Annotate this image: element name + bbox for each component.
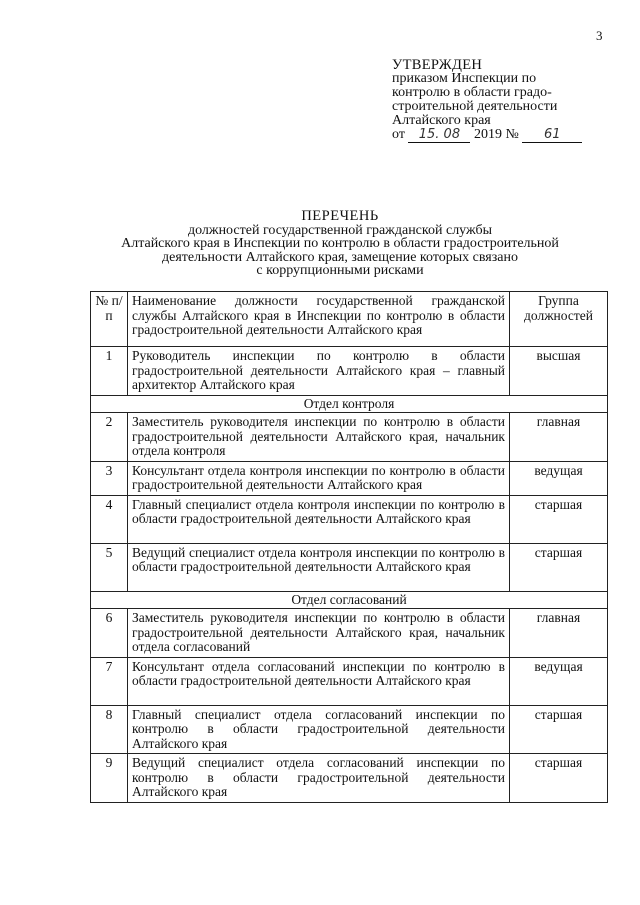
row-number: 7 [91, 657, 128, 705]
header-number: № п/п [91, 292, 128, 347]
section-title: Отдел контроля [91, 395, 608, 413]
row-position-name: Главный специалист отдела контроля инспекции по контролю в области градостроительной деятельности Алтайского края [128, 495, 510, 543]
row-position-name: Заместитель руководителя инспекции по контролю в области градостроительной деятельности Алтайского края, начальник отдела контроля [128, 413, 510, 462]
row-number: 4 [91, 495, 128, 543]
section-row [91, 395, 608, 413]
row-group: главная [510, 413, 608, 462]
title-line: Алтайского края в Инспекции по контролю в области градостроительной [121, 236, 559, 251]
header-position-name: Наименование должности государственной гражданской службы Алтайского края в Инспекции по контролю в области градостроительной деятельности Алтайского края [128, 292, 510, 347]
handwritten-order-number: 61 [522, 128, 582, 143]
row-number: 8 [91, 705, 128, 754]
approval-heading: УТВЕРЖДЕН [392, 57, 483, 73]
row-group: ведущая [510, 461, 608, 495]
title-heading: ПЕРЕЧЕНЬ [301, 208, 379, 224]
approval-year: 2019 № [473, 127, 519, 142]
section-title: Отдел согласований [91, 591, 608, 609]
table-row [91, 543, 608, 591]
table-header-row [91, 292, 608, 347]
table-row [91, 754, 608, 803]
row-position-name: Ведущий специалист отдела согласований инспекции по контролю в области градостроительной деятельности Алтайского края [128, 754, 510, 803]
approval-line: строительной деятельности [392, 99, 558, 114]
handwritten-date: 15. 08 [408, 128, 470, 143]
approval-block [392, 58, 592, 143]
row-position-name: Консультант отдела согласований инспекции по контролю в области градостроительной деятельности Алтайского края [128, 657, 510, 705]
row-group: высшая [510, 347, 608, 396]
row-position-name: Руководитель инспекции по контролю в области градостроительной деятельности Алтайского края – главный архитектор Алтайского края [128, 347, 510, 396]
row-group: ведущая [510, 657, 608, 705]
row-number: 2 [91, 413, 128, 462]
approval-date-row [392, 128, 592, 143]
row-group: главная [510, 609, 608, 658]
table-row [91, 347, 608, 396]
row-position-name: Ведущий специалист отдела контроля инспекции по контролю в области градостроительной деятельности Алтайского края [128, 543, 510, 591]
row-number: 9 [91, 754, 128, 803]
header-group: Группа должностей [510, 292, 608, 347]
approval-line: приказом Инспекции по [392, 71, 537, 86]
page-number: 3 [596, 28, 603, 43]
row-position-name: Консультант отдела контроля инспекции по контролю в области градостроительной деятельности Алтайского края [128, 461, 510, 495]
row-group: старшая [510, 495, 608, 543]
approval-line: контролю в области градо- [392, 85, 552, 100]
table-row [91, 657, 608, 705]
table-row [91, 461, 608, 495]
table-row [91, 413, 608, 462]
row-number: 5 [91, 543, 128, 591]
title-line: деятельности Алтайского края, замещение которых связано [162, 249, 518, 265]
row-number: 6 [91, 609, 128, 658]
title-line: с коррупционными рисками [256, 263, 424, 278]
table-row [91, 705, 608, 754]
document-title [90, 210, 590, 278]
approval-line: Алтайского края [392, 113, 491, 128]
section-row [91, 591, 608, 609]
row-position-name: Заместитель руководителя инспекции по контролю в области градостроительной деятельности Алтайского края, начальник отдела согласований [128, 609, 510, 658]
table-row [91, 495, 608, 543]
date-prefix: от [392, 127, 405, 142]
row-group: старшая [510, 754, 608, 803]
row-number: 3 [91, 461, 128, 495]
row-position-name: Главный специалист отдела согласований инспекции по контролю в области градостроительной деятельности Алтайского края [128, 705, 510, 754]
title-line: должностей государственной гражданской службы [187, 222, 493, 238]
row-group: старшая [510, 705, 608, 754]
table-row [91, 609, 608, 658]
row-group: старшая [510, 543, 608, 591]
positions-table [90, 291, 608, 803]
row-number: 1 [91, 347, 128, 396]
